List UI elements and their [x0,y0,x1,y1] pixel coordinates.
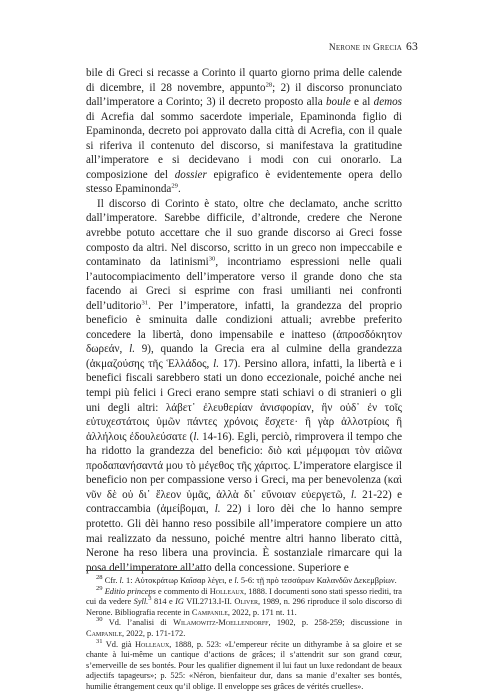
italic-term: Syll. [133,597,149,607]
footnote-28 [86,576,402,587]
footnote-number: 31 [96,637,103,645]
footnote-number: 28 [96,574,103,582]
text-run: bile di Greci si recasse a Corinto il quarto giorno prima delle calende di dicembre, il 28 novembre, appunto [86,67,402,94]
text-run: Vd. l’analisi di [108,618,174,628]
author-name: Wilamowitz-Moellendorff [173,618,269,628]
footnote-number: 29 [96,584,103,592]
line-ref: l. [119,576,124,585]
text-run: 9), quando la Grecia era al culmine della grandezza (ἀκμαζούσης τῆς Ἑλλάδος, [86,343,402,370]
text-run: Vd. già [105,639,135,649]
running-header [329,41,418,54]
text-run: . Per l’imperatore, infatti, la grandezza del proprio beneficio è sminuita dalle condizioni attuali; avrebbe preferito concedere la libertà, dono impensabile e inatteso (ἀπροσδόκητον δωρεάν, [86,299,402,356]
line-ref: l. [129,343,135,356]
italic-term: boule [325,96,351,109]
author-name: Campanile [86,628,123,638]
italic-term: dossier [174,168,207,181]
text-run: , 1888. I documenti sono stati spesso riediti, tra cui da vedere [86,586,403,607]
text-run: 14-16). Egli, perciò, rimprovera il tempo che ha ridotto la grandezza del beneficio: διὸ καὶ μέμφομαι τὸν αἰῶνα προδαπανήσαντά μου τὸ μέγεθος τῆς χάριτος. L’imperatore elargisce il beneficio non per compassione verso i Greci, ma per benevolenza (καὶ νῦν δὲ οὐ δι᾽ ἔλεον ὑμᾶς, ἀλλὰ δι᾽ εὔνοιαν εὐεργετῶ, [86,430,402,501]
footnote-ref-30[interactable]: 30 [208,255,216,263]
text-run: . [177,183,181,196]
text-run: e al [350,96,374,109]
footnote-number: 30 [96,616,103,624]
footnote-ref-31[interactable]: 31 [141,299,149,307]
text-run: ; 2) il discorso pronunciato dall’imperatore a Corinto; 3) il decreto proposto alla [86,81,403,109]
italic-term: IG [175,597,184,607]
text-run: 17). Persino allora, infatti, la libertà e i benefici fiscali sarebbero stati un dono eccezionale, poiché anche nei tempi più felici i Greci erano sempre stati schiavi o di stranieri o gli uni degli altri: λάβετ᾽ ἐλευθερίαν ἀνισφορίαν, ἣν οὐδ᾽ ἐν τοῖς εὐτυχεστάτοις ὑμῶν πάντες χρόνοις ἔσχετε· ἢ γὰρ ἀλλοτρίοις ἢ ἀλλήλοις ἐδουλεύσατε ( [86,357,402,443]
text-run: , 1888, p. 523: «L’empereur récite un dithyrambe à sa gloire et se chante à lui-même un cantique d’actions de grâces; il s’attendrit sur son grand cœur, s’emerveille de ses bontés. Pour les qualifier dignement il lui faut un luxe redondant de beaux adjectifs tapageurs»; p. 525: «Néron, bienfaiteur dur, dans sa manie d’exalter ses bontés, humilie étrangement ceux qu’il oblige. Il enveloppe ses grâces de vérités cruelles». [86,639,402,691]
text-run: e commento di [155,586,210,596]
text-run: 5-6: τῇ πρὸ τεσσάρων Καλανδῶν Δεκεμβρίων. [238,576,397,585]
author-name: Holleaux [134,639,170,649]
footnote-29 [86,584,403,619]
page-number: 63 [406,40,418,53]
author-name: Campanile [191,607,228,617]
paragraph-1 [86,66,402,197]
line-ref: l. [213,357,220,370]
italic-term: Editio princeps [104,586,156,596]
footnote-31 [86,637,402,693]
line-ref: l. [193,430,200,443]
footnote-ref-29[interactable]: 29 [171,182,178,190]
text-run: , 2022, p. 171-172. [122,628,186,638]
author-name: Holleaux [209,586,245,596]
footnote-ref-28[interactable]: 28 [265,80,273,88]
footnote-30 [86,618,402,639]
text-run: Cfr. [104,576,120,585]
text-run: Il discorso di Corinto è stato, oltre che declamato, anche scritto dall’imperatore. Sarebbe difficile, d’altronde, credere che Nerone avrebbe potuto accettare che il suo grande discorso ai Greci fosse composto da altri. Nel discorso, scritto in un greco non impeccabile e contaminato da latinismi [86,197,402,269]
text-run: VII.2713.I-II. [183,597,235,607]
author-name: Oliver [234,597,259,607]
running-title: Nerone in Grecia [328,43,402,53]
line-ref: l. [234,576,239,585]
footnotes [86,576,402,693]
line-ref: l. [350,488,357,501]
edition-superscript: 3 [148,595,152,603]
text-run: , 1902, p. 258-259; discussione in [268,618,403,628]
text-run: 1: Αὐτοκράτωρ Καῖσαρ λέγει, e [123,576,235,585]
text-run: , 1989, n. 296 riproduce il solo discorso di Nerone. Bibliografia recente in [86,597,403,617]
text-run: di Acrefia dal sommo sacerdote imperiale, Epaminonda figlio di Epaminonda, decreto poi approvato dalla città di Acrefia, con il quale si riferiva il contenuto del discorso, si manifestava la gratitudine all’imperatore e si decidevano i modi con cui onorarlo. La composizione del [86,110,402,181]
paragraph-2 [86,197,402,575]
text-run: , 2022, p. 171 nt. 11. [227,607,297,617]
text-run: epigrafico è evidentemente opera dello stesso Epaminonda [86,168,403,196]
text-run: , incontriamo espressioni nelle quali l’autocompiacimento dell’imperatore verso il grande dono che sta facendo ai Greci si esprime con frasi umilianti nei confronti dell’uditorio [86,256,402,312]
text-run: 21-22) e contraccambia (ἀμείβομαι, [86,488,402,516]
italic-term: demos [373,96,402,109]
line-ref: l. [214,503,221,516]
footnote-separator [86,570,204,571]
text-run: 814 e [151,597,176,607]
text-run: 22) i loro dèi che lo hanno sempre protetto. Gli dèi hanno reso possibile all’imperatore compiere un atto mai realizzato da nessuno, poiché mentre altri hanno liberato città, Nerone ha reso libera una provincia. È sostanziale rimarcare qui la posa dell’imperatore all’atto della concessione. Superiore e [86,503,402,574]
main-text [86,66,402,575]
